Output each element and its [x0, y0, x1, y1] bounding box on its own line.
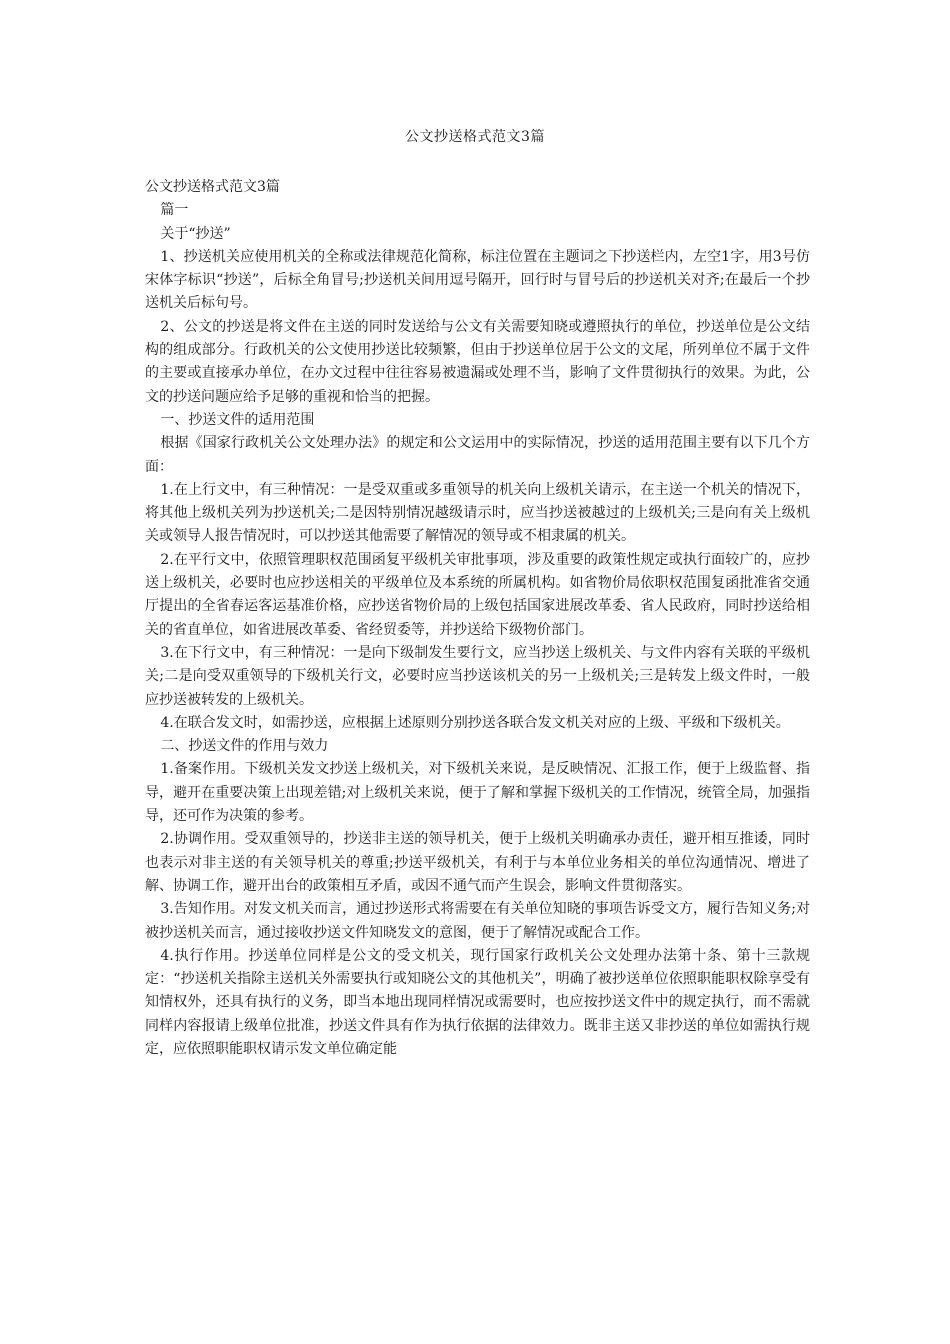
- paragraph: 4.执行作用。抄送单位同样是公文的受文机关，现行国家行政机关公文处理办法第十条、第十三款规定：“抄送机关指除主送机关外需要执行或知晓公文的其他机关”，明确了被抄送单位依照职能职权除享受有知情权外，还具有执行的义务，即当本地出现同样情况或需要时，也应按抄送文件中的规定执行，而不需就同样内容报请上级单位批准，抄送文件具有作为执行依据的法律效力。既非主送又非抄送的单位如需执行规定，应依照职能职权请示发文单位确定能: [145, 947, 810, 1057]
- paragraph: 根据《国家行政机关公文处理办法》的规定和公文运用中的实际情况，抄送的适用范围主要有以下几个方面：: [145, 435, 810, 475]
- paragraph: 一、抄送文件的适用范围: [160, 411, 315, 428]
- paragraph: 关于“抄送”: [160, 225, 231, 242]
- paragraph: 二、抄送文件的作用与效力: [160, 738, 329, 755]
- paragraph: 3.告知作用。对发文机关而言，通过抄送形式将需要在有关单位知晓的事项告诉受文方，履行告知义务;对被抄送机关而言，通过接收抄送文件知晓发文的意图，便于了解情况或配合工作。: [145, 901, 810, 941]
- paragraph: 1.备案作用。下级机关发文抄送上级机关，对下级机关来说，是反映情况、汇报工作，便于上级监督、指导，避开在重要决策上出现差错;对上级机关来说，便于了解和掌握下级机关的工作情况，统管全局，加强指导，还可作为决策的参考。: [145, 761, 810, 825]
- paragraph: 2、公文的抄送是将文件在主送的同时发送给与公文有关需要知晓或遵照执行的单位，抄送单位是公文结构的组成部分。行政机关的公文使用抄送比较频繁，但由于抄送单位居于公文的文尾，所列单位不属于文件的主要或直接承办单位，在办文过程中往往容易被遗漏或处理不当，影响了文件贯彻执行的效果。为此，公文的抄送问题应给予足够的重视和恰当的把握。: [145, 318, 810, 405]
- document-title: 公文抄送格式范文3篇: [405, 129, 545, 145]
- paragraph: 2.协调作用。受双重领导的，抄送非主送的领导机关，便于上级机关明确承办责任，避开相互推诿，同时也表示对非主送的有关领导机关的尊重;抄送平级机关，有利于与本单位业务相关的单位沟通情况、增进了解、协调工作，避开出台的政策相互矛盾，或因不通气而产生误会，影响文件贯彻落实。: [145, 831, 810, 894]
- paragraph: 篇一: [160, 202, 189, 219]
- paragraph: 4.在联合发文时，如需抄送，应根据上述原则分别抄送各联合发文机关对应的上级、平级和下级机关。: [160, 714, 790, 731]
- paragraph: 1、抄送机关应使用机关的全称或法律规范化简称，标注位置在主题词之下抄送栏内，左空1字，用3号仿宋体字标识“抄送”，后标全角冒号;抄送机关间用逗号隔开，回行时与冒号后的抄送机关对齐;在最后一个抄送机关后标句号。: [145, 248, 810, 312]
- document-body: [145, 176, 810, 1061]
- paragraph: 2.在平行文中，依照管理职权范围函复平级机关审批事项，涉及重要的政策性规定或执行面较广的，应抄送上级机关，必要时也应抄送相关的平级单位及本系统的所属机构。如省物价局依职权范围复函批准省交通厅提出的全省春运客运基准价格，应抄送省物价局的上级包括国家进展改革委、省人民政府，同时抄送给相关的省直单位，如省进展改革委、省经贸委等，并抄送给下级物价部门。: [145, 551, 810, 638]
- paragraph: 1.在上行文中，有三种情况：一是受双重或多重领导的机关向上级机关请示，在主送一个机关的情况下，将其他上级机关列为抄送机关;二是因特别情况越级请示时，应当抄送被越过的上级机关;三是向有关上级机关或领导人报告情况时，可以抄送其他需要了解情况的领导或不相隶属的机关。: [145, 481, 810, 545]
- paragraph: 3.在下行文中，有三种情况：一是向下级制发生要行文，应当抄送上级机关、与文件内容有关联的平级机关;二是向受双重领导的下级机关行文，必要时应当抄送该机关的另一上级机关;三是转发上级文件时，一般应抄送被转发的上级机关。: [145, 644, 810, 708]
- paragraph: 公文抄送格式范文3篇: [145, 179, 280, 195]
